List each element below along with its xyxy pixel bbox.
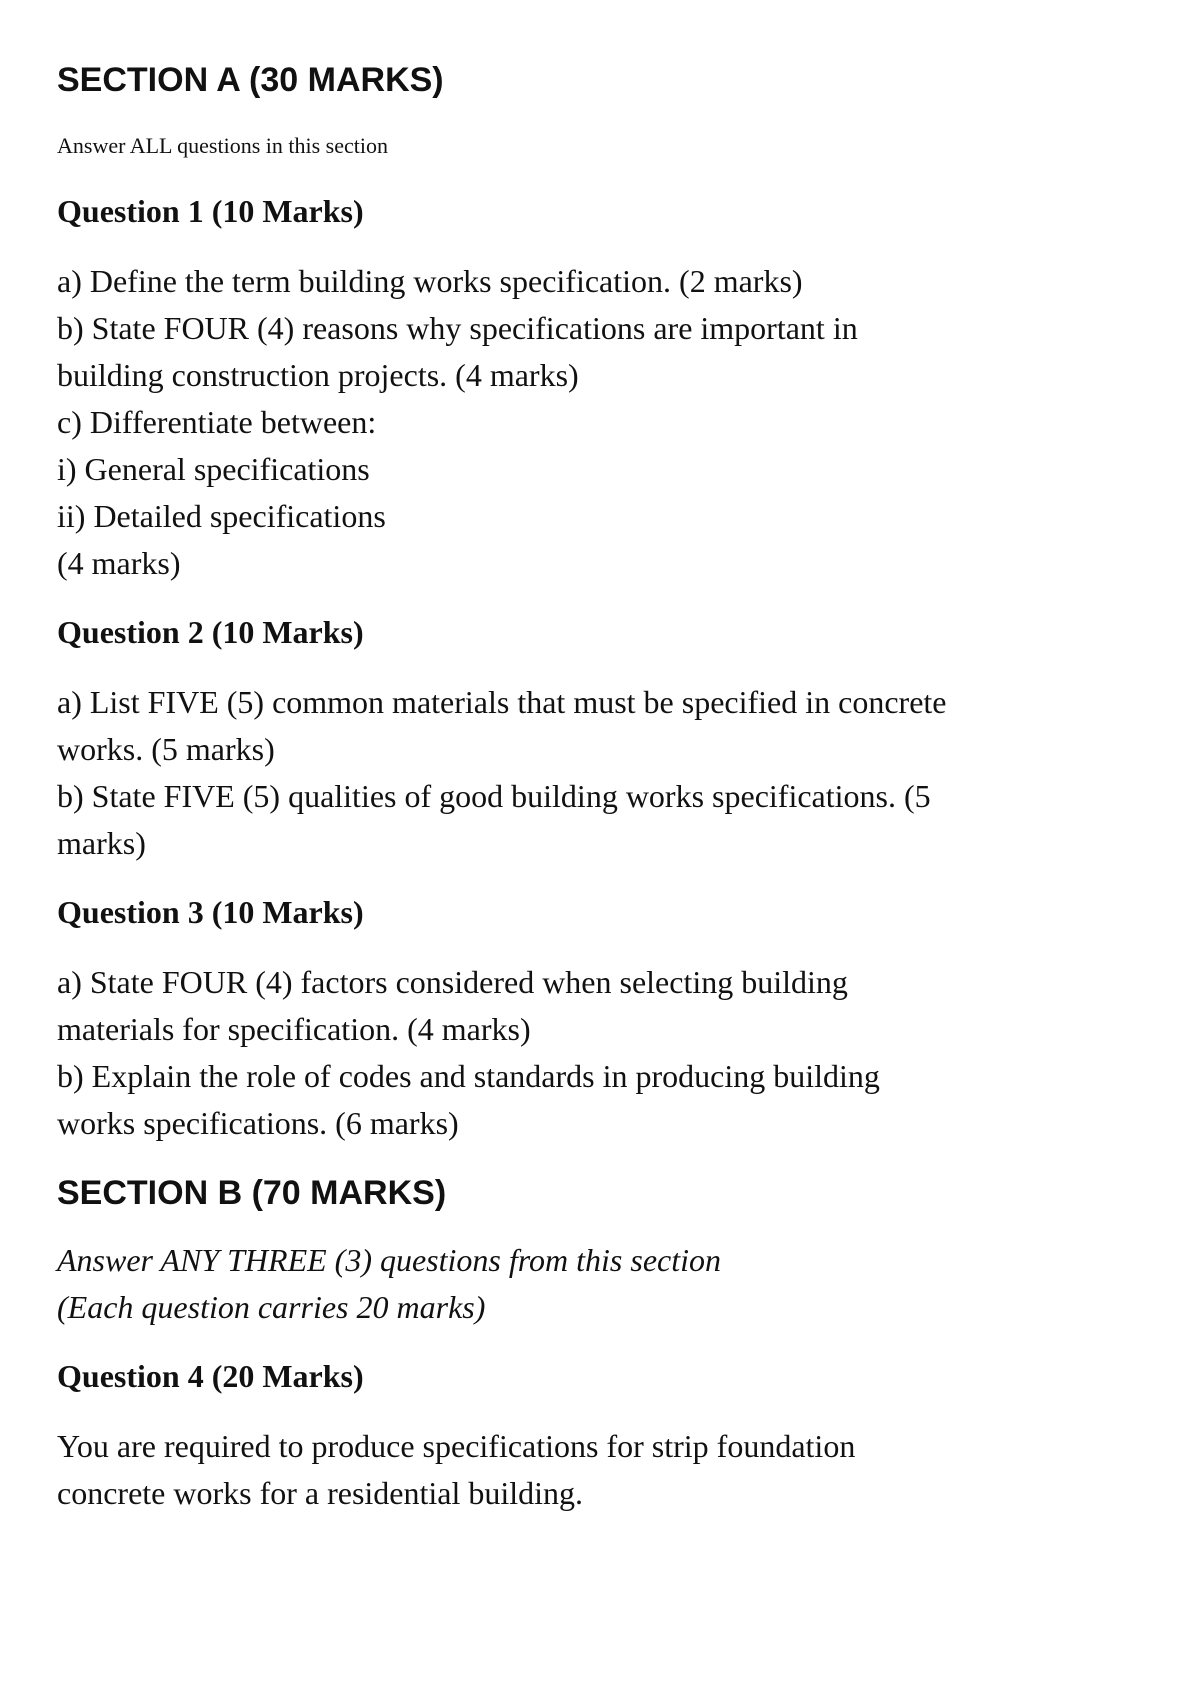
question-1-line: (4 marks) [57, 545, 181, 581]
question-1-line: i) General specifications [57, 451, 370, 487]
question-2-line: marks) [57, 825, 146, 861]
section-a-instruction: Answer ALL questions in this section [57, 133, 388, 158]
question-1-line: a) Define the term building works specification. (2 marks) [57, 263, 803, 299]
question-3-title: Question 3 (10 Marks) [57, 894, 364, 930]
question-2-line: a) List FIVE (5) common materials that must be specified in concrete [57, 684, 947, 720]
question-3-line: b) Explain the role of codes and standards in producing building [57, 1058, 880, 1094]
question-2-line: works. (5 marks) [57, 731, 275, 767]
question-1-line: c) Differentiate between: [57, 404, 377, 440]
question-3-line: works specifications. (6 marks) [57, 1105, 459, 1141]
question-2-line: b) State FIVE (5) qualities of good building works specifications. (5 [57, 778, 931, 814]
question-3-line: a) State FOUR (4) factors considered when selecting building [57, 964, 848, 1000]
section-b-instruction: Answer ANY THREE (3) questions from this section [57, 1242, 721, 1278]
question-3-line: materials for specification. (4 marks) [57, 1011, 531, 1047]
question-4-title: Question 4 (20 Marks) [57, 1358, 364, 1394]
question-4-line: You are required to produce specifications for strip foundation [57, 1428, 856, 1464]
question-1-line: ii) Detailed specifications [57, 498, 386, 534]
section-b-title: SECTION B (70 MARKS) [57, 1174, 447, 1212]
section-b-instruction: (Each question carries 20 marks) [57, 1289, 486, 1325]
question-4-line: concrete works for a residential building. [57, 1475, 584, 1511]
question-1-line: b) State FOUR (4) reasons why specifications are important in [57, 310, 858, 346]
question-1-line: building construction projects. (4 marks) [57, 357, 579, 393]
section-a-title: SECTION A (30 MARKS) [57, 61, 444, 99]
question-2-title: Question 2 (10 Marks) [57, 614, 364, 650]
question-1-title: Question 1 (10 Marks) [57, 193, 364, 229]
